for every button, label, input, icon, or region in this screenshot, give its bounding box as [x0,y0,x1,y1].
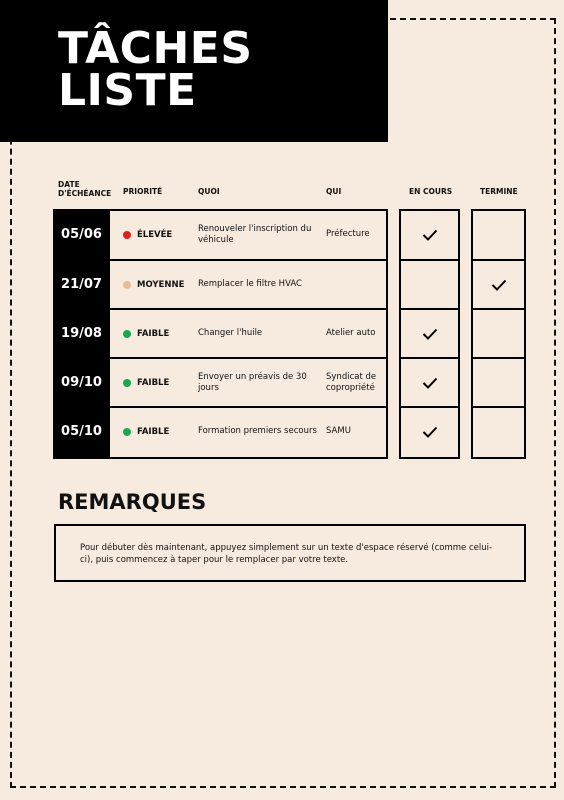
checkmark-icon [422,426,438,438]
task-owner[interactable] [326,260,386,309]
done-checkbox[interactable] [471,309,526,358]
priority-cell[interactable] [123,358,169,407]
notes-text[interactable]: Pour débuter dès maintenant, appuyez simplement sur un texte d'espace réservé (comme celui-ci), puis commencez à taper pour le remplacer par votre texte. [80,543,493,565]
checkmark-icon [422,328,438,340]
task-owner[interactable]: Préfecture [326,229,370,239]
priority-dot-icon [123,231,131,239]
task-owner[interactable]: SAMU [326,426,351,436]
priority-label: FAIBLE [137,426,170,437]
task-owner[interactable]: Atelier auto [326,328,376,338]
checkmark-icon [491,279,507,291]
title-line-1[interactable]: TÂCHES [58,23,253,74]
header-in-progress: EN COURS [409,187,453,196]
in-progress-checkbox[interactable] [399,260,460,309]
header-priority: PRIORITÉ [123,187,163,196]
priority-label: FAIBLE [137,328,170,339]
priority-label: ÉLEVÉE [137,229,173,240]
priority-cell[interactable] [123,260,184,309]
header-who: QUI [326,187,342,196]
priority-dot-icon [123,330,131,338]
notes-title[interactable]: REMARQUES [58,490,207,514]
notes-box[interactable] [54,524,526,582]
task-description[interactable]: Remplacer le filtre HVAC [198,279,302,289]
due-date[interactable]: 05/06 [61,227,102,242]
title-block [0,0,388,142]
priority-label: FAIBLE [137,377,170,388]
done-checkbox[interactable] [471,407,526,456]
priority-cell[interactable] [123,210,172,259]
done-checkbox[interactable] [471,358,526,407]
due-date[interactable]: 21/07 [61,277,102,292]
task-description[interactable]: Changer l'huile [198,328,263,338]
checkmark-icon [422,229,438,241]
task-description[interactable]: Envoyer un préavis de 30 jours [198,371,307,393]
priority-cell[interactable] [123,407,169,456]
done-checkbox[interactable] [471,260,526,309]
in-progress-checkbox[interactable] [399,210,460,259]
due-date[interactable]: 05/10 [61,424,102,439]
priority-cell[interactable] [123,309,169,358]
due-date[interactable]: 09/10 [61,375,102,390]
header-done: TERMINE [480,187,518,196]
header-task: QUOI [198,187,220,196]
in-progress-checkbox[interactable] [399,309,460,358]
in-progress-checkbox[interactable] [399,358,460,407]
header-date: DATE D'ÉCHÉANCE [58,180,112,198]
task-description[interactable]: Formation premiers secours [198,426,317,436]
due-date[interactable]: 19/08 [61,326,102,341]
task-owner[interactable]: Syndicat de copropriété [326,371,377,393]
title-line-2[interactable]: LISTE [58,65,197,116]
priority-dot-icon [123,379,131,387]
priority-dot-icon [123,428,131,436]
task-description[interactable]: Renouveler l'inscription du véhicule [198,223,312,245]
in-progress-checkbox[interactable] [399,407,460,456]
priority-dot-icon [123,281,131,289]
priority-label: MOYENNE [137,279,185,290]
done-checkbox[interactable] [471,210,526,259]
checkmark-icon [422,377,438,389]
